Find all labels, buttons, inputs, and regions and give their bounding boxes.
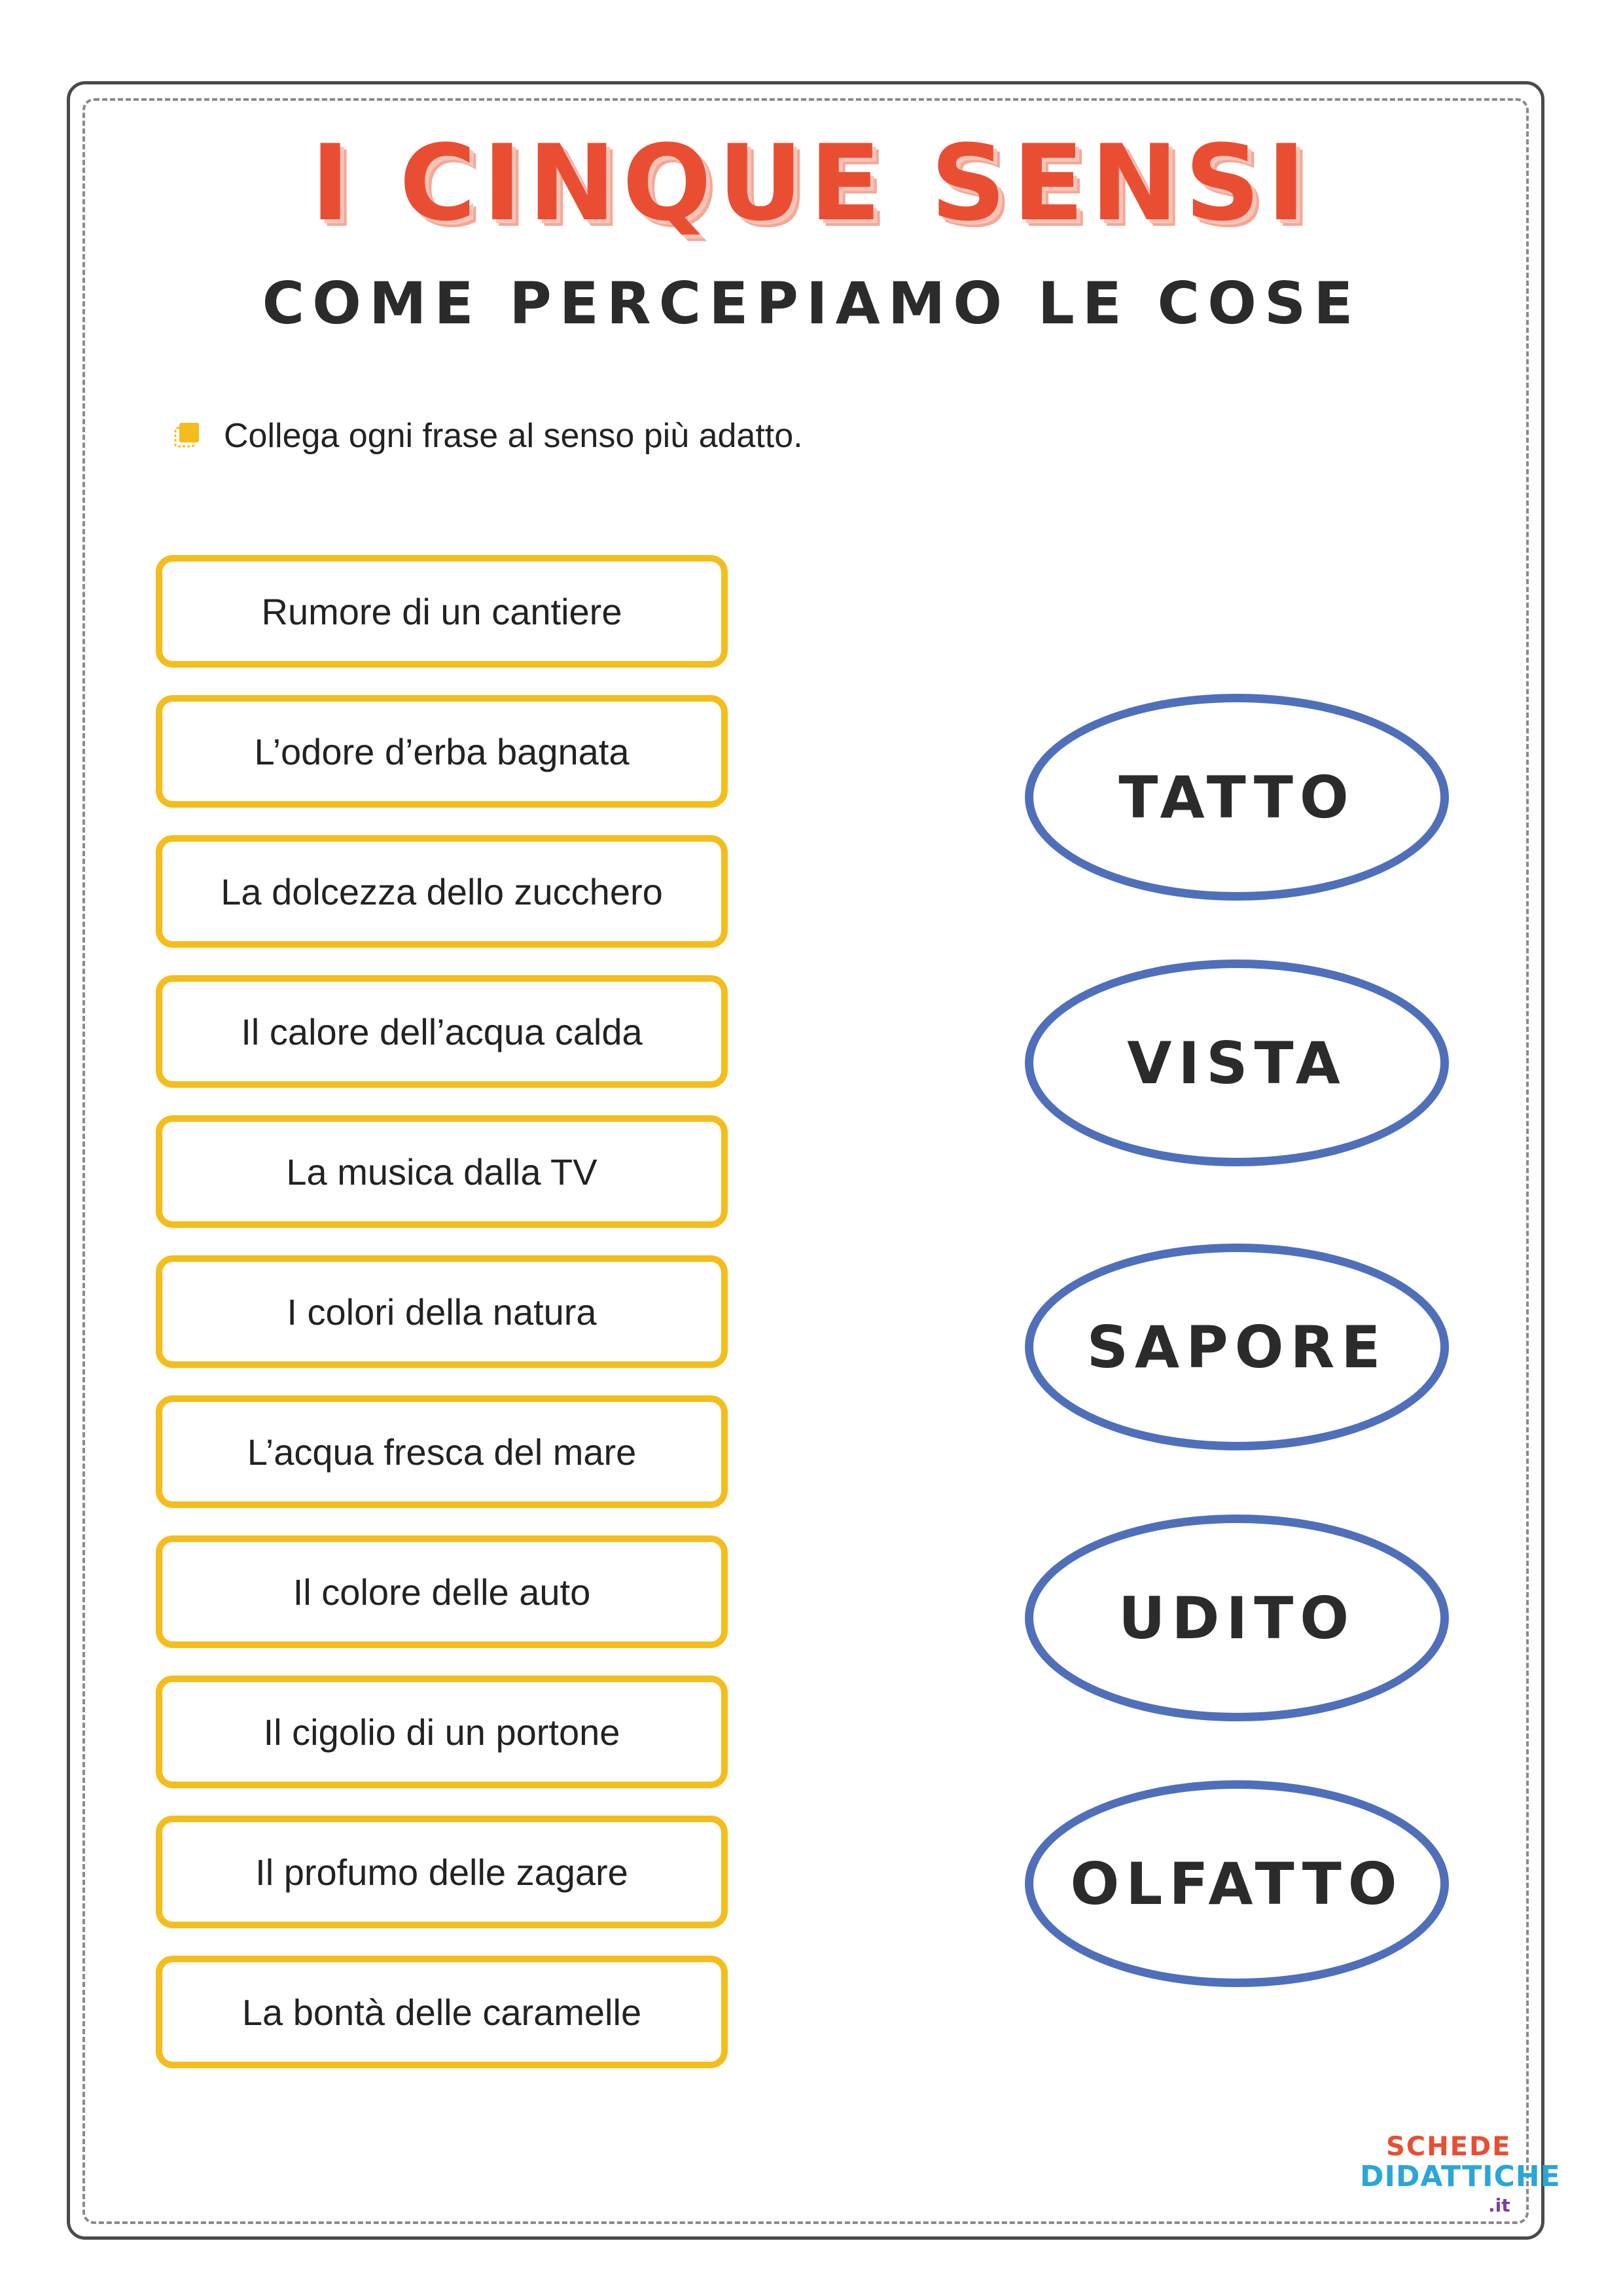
sense-oval-tatto[interactable]: TATTO — [1025, 694, 1449, 901]
site-logo — [1360, 2128, 1561, 2220]
sense-oval-olfatto[interactable]: OLFATTO — [1025, 1780, 1449, 1987]
page-title: I CINQUE SENSI — [310, 122, 1313, 244]
phrase-box[interactable]: La musica dalla TV — [156, 1115, 728, 1228]
phrase-box[interactable]: L’acqua fresca del mare — [156, 1395, 728, 1508]
sense-oval-sapore[interactable]: SAPORE — [1025, 1244, 1449, 1450]
page-subtitle: COME PERCEPIAMO LE COSE — [262, 270, 1361, 337]
phrase-box[interactable]: Rumore di un cantiere — [156, 555, 728, 668]
phrase-box[interactable]: Il calore dell’acqua calda — [156, 975, 728, 1088]
logo-suffix: .it — [1488, 2195, 1510, 2216]
phrase-box[interactable]: Il colore delle auto — [156, 1535, 728, 1648]
phrase-box[interactable]: Il profumo delle zagare — [156, 1816, 728, 1928]
logo-line-1: SCHEDE — [1386, 2132, 1512, 2162]
phrase-box[interactable]: L’odore d’erba bagnata — [156, 695, 728, 808]
phrase-box[interactable]: La bontà delle caramelle — [156, 1956, 728, 2068]
sense-oval-vista[interactable]: VISTA — [1025, 960, 1449, 1166]
sense-oval-udito[interactable]: UDITO — [1025, 1515, 1449, 1721]
phrase-box[interactable]: La dolcezza dello zucchero — [156, 835, 728, 948]
phrase-box[interactable]: Il cigolio di un portone — [156, 1676, 728, 1788]
square-bullet-icon — [174, 422, 200, 448]
logo-line-2: DIDATTICHE — [1360, 2160, 1561, 2193]
phrase-box[interactable]: I colori della natura — [156, 1255, 728, 1368]
instruction-text: Collega ogni frase al senso più adatto. — [224, 417, 803, 455]
